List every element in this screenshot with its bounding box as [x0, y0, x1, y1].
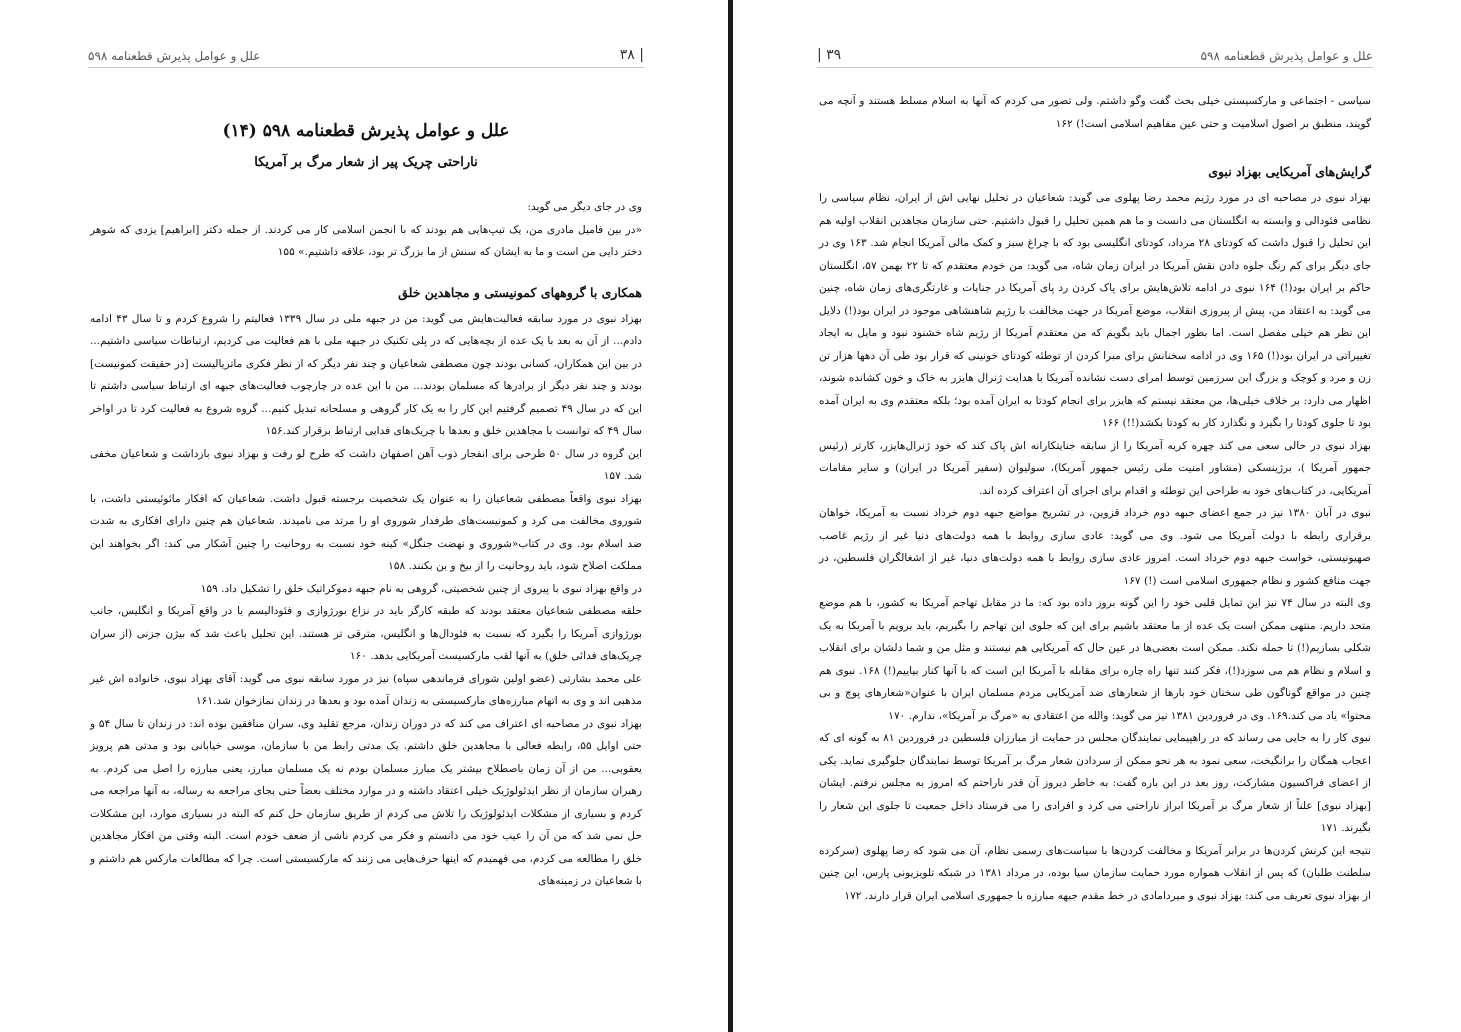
paragraph: بهزاد نبوی در حالی سعی می کند چهره کریه آمریکا را از سابقه جنایتکارانه اش پاک کند که خود ژنرال‌هایزر، کارتر (رئیس جمهور آمریکا )، برژینسکی (مشاور امنیت ملی رئیس جمهور آمریکا)، سولیوان (سفیر آمریکا در ایران) و سایر مقامات آمریکایی، در کتاب‌های خود به طراحی این توطئه و اقدام برای اجرای آن اعتراف کرده اند.	[819, 439, 1371, 497]
section-heading: همکاری با گروههای کمونیستی و مجاهدین خلق	[398, 284, 642, 300]
page-body	[90, 118, 642, 893]
paragraph: در واقع بهزاد نبوی با پیروی از چنین شخصیتی، گروهی به نام جبهه دموکراتیک خلق را تشکیل داد. ۱۵۹	[200, 582, 642, 595]
paragraph: بهزاد نبوی در مصاحبه ای اعتراف می کند که در دوران زندان، مرجع تقلید وی، سران منافقین بوده اند: در زندان تا سال ۵۴ و حتی اوایل ۵۵، رابطه فعالی با مجاهدین خلق داشتم. یک مدتی رابط من با سازمان، موسی خیابانی بود و مدتی هم پرویز یعقوبی... من از آن زمان باصطلاح بیشتر یک مبارز مسلمان بودم نه یک مسلمان مبارز، یعنی مبارزه را اصل می کردم. به رهبران سازمان از نظر ایدئولوژیک خیلی اعتقاد داشته و در موارد مختلف بعضاً حتی بجای مراجعه به رساله، به آنها مراجعه می کردم و بسیاری از مشکلات ایدئولوژیک را تلاش می کردم از طریق سازمان حل کنم که البته در بسیاری موارد، این مشکلات حل نمی شد که من آن را عیب خود می دانستم و فکر می کردم ناشی از ضعف خودم است. البته وقتی من افکار مجاهدین خلق را مطالعه می کردم، می فهمیدم که اینها حرف‌هایی می زنند که مارکسیستی است. چرا که مطالعات مارکس هم داشتم و با شعاعیان در زمینه‌های	[90, 717, 642, 887]
paragraph: نبوی کار را به جایی می رساند که در راهپیمایی نمایندگان مجلس در حمایت از مبارزان فلسطین در فروردین ۸۱ به گونه ای که اعجاب همگان را برانگیخت، سعی نمود به هر نحو ممکن از سردادن شعار مرگ بر آمریکا توسط نمایندگان جلوگیری نماید. یکی از اعضای فراکسیون مشارکت، روز بعد در این باره گفت: به خاطر دیروز آن قدر ناراحتم که امروز به مجلس نرفتم. ایشان [بهزاد نبوی] علناً از شعار مرگ بر آمریکا ابراز ناراحتی می کرد و افرادی را می فرستاد داخل جمعیت تا جلوی این شعار را بگیرند. ۱۷۱	[819, 732, 1371, 834]
chapter-title: علل و عوامل پذیرش قطعنامه ۵۹۸ (۱۴)	[222, 121, 510, 141]
running-title: علل و عوامل پذیرش قطعنامه ۵۹۸	[1200, 49, 1373, 63]
page-number: ۳۸ |	[619, 47, 644, 63]
page-number: | ۳۹	[817, 47, 842, 63]
paragraph: حلقه مصطفی شعاعیان معتقد بودند که طبقه کارگر باید در نزاع بورژوازی و فئودالیسم یا در واقع آمریکا و انگلیس، جانب بورژوازی آمریکا را بگیرد که نسبت به فئودال‌ها و انگلیس، مترقی تر هستند. این تحلیل باعث شد که بیژن جزنی (از سران چریک‌های فدائی خلق) به آنها لقب مارکسیست آمریکایی بدهد. ۱۶۰	[90, 605, 642, 662]
paragraph: این گروه در سال ۵۰ طرحی برای انفجار ذوب آهن اصفهان داشت که طرح لو رفت و بهزاد نبوی بازداشت و شعاعیان مخفی شد. ۱۵۷	[90, 447, 642, 482]
paragraph: وی البته در سال ۷۴ نیز این تمایل قلبی خود را این گونه بروز داده بود که: ما در مقابل تهاجم آمریکا به کشور، با هم موضع متحد داریم. منتهی ممکن است یک عده از ما معتقد باشیم برای این که جلوی این تهاجم را بگیریم، باید برویم با آمریکا به یک شکلی بسازیم(!) تا حمله نکند. ممکن است بعضی‌ها در عین حال که آمریکایی هم نیستند و مثل من و شما دلشان برای انقلاب و اسلام و نظام هم می سوزد(!)، فکر کنند تنها راه چاره برای مقابله با آمریکا این است که با آنها کنار بیاییم(!) ۱۶۸. نبوی هم چنین در مواقع گوناگون طی سخنان خود بارها از شعارهای ضد آمریکایی مردم مسلمان ایران با عنوان«شعارهای پوچ و بی محتوا» یاد می کند.۱۶۹. وی در فروردین ۱۳۸۱ نیز می گوید: والله من اعتقادی به «مرگ بر آمریکا»، ندارم. ۱۷۰	[819, 597, 1371, 722]
book-page-left	[0, 0, 728, 1032]
paragraph: سیاسی - اجتماعی و مارکسیستی خیلی بحث گفت وگو داشتم. ولی تصور می کردم که آنها به اسلام مسلط هستند و آنچه می گویند، منطبق بر اصول اسلامیت و حتی عین مفاهیم اسلامی است!) ۱۶۲	[819, 95, 1371, 130]
paragraph: بهزاد نبوی در مورد سابقه فعالیت‌هایش می گوید: من در جبهه ملی در سال ۱۳۳۹ فعالیتم را شروع کردم و تا سال ۴۳ ادامه دادم... از آن به بعد با یک عده از بچه‌هایی که در پلی تکنیک در جبهه ملی با هم فعالیت می کردیم، ارتباطات سیاسی داشتیم... در بین این همکاران، کسانی بودند چون مصطفی شعاعیان و چند نفر دیگر که از نظر فکری ماتریالیست [در حقیقت کمونیست] بودند و چند نفر دیگر از برادرها که مسلمان بودند... من با این عده در چارچوب فعالیت‌های جبهه ای ارتباط سیاسی داشتم تا این که در سال ۴۹ تصمیم گرفتیم این کار را به یک کار گروهی و مسلحانه تبدیل کنیم... گروه شروع به فعالیت کرد تا در اواخر سال ۴۹ که توانست با مجاهدین خلق و بعدها با چریک‌های فدایی ارتباط برقرار کند.۱۵۶	[90, 312, 643, 437]
paragraph: وی در جای دیگر می گوید:	[527, 201, 642, 213]
paragraph: نبوی در آبان ۱۳۸۰ نیز در جمع اعضای جبهه دوم خرداد قزوین، در تشریح مواضع جبهه دوم خرداد نسبت به آمریکا، خواهان برقراری رابطه با دولت آمریکا می شود. وی می گوید: عادی سازی روابط با همه دولت‌های دنیا غیر از رژیم غاصب صهیونیستی، خواست جبهه دوم خرداد است. امروز عادی سازی روابط با همه دولت‌های دنیا، غیر از اشغالگران فلسطین، در جهت منافع کشور و نظام جمهوری اسلامی است (!) ۱۶۷	[819, 507, 1371, 587]
paragraph: علی محمد بشارتی (عضو اولین شورای فرماندهی سپاه) نیز در مورد سابقه نبوی می گوید: آقای بهزاد نبوی، خانواده اش غیر مذهبی اند و وی به اتهام مبارزه‌های مارکسیستی به زندان آمده بود و بعدها در زندان نمازخوان شد.۱۶۱	[90, 672, 642, 707]
running-header	[88, 43, 644, 68]
paragraph: «در بین فامیل مادری من، یک تیپ‌هایی هم بودند که با انجمن اسلامی کار می کردند. از جمله دکتر [ابراهیم] یزدی که شوهر دختر دایی من است و ما به ایشان که سنش از ما بزرگ تر بود، علاقه داشتیم.» ۱۵۵	[90, 223, 642, 258]
paragraph: بهزاد نبوی در مصاحبه ای در مورد رژیم محمد رضا پهلوی می گوید: شعاعیان در تحلیل نهایی اش از ایران، نظام سیاسی را نظامی فئودالی و وابسته به انگلستان می دانست و ما هم همین تحلیل را قبول داشتیم. حتی سازمان مجاهدین انقلاب اولیه هم این تحلیل را قبول داشت که کودتای ۲۸ مرداد، کودتای انگلیسی بود که با چراغ سبز و کمک مالی آمریکا انجام شد. ۱۶۳ وی در جای دیگر برای کم رنگ جلوه دادن نقش آمریکا در ایران زمان شاه، می گوید: من خودم معتقدم که تا ۲۲ بهمن ۵۷، انگلستان حاکم بر ایران بود(!) ۱۶۴ نبوی در ادامه تلاش‌هایش برای پاک کردن رد پای آمریکا در جنایات و غارتگری‌های زمان شاه، چنین می گوید: به اعتقاد من، پیش از پیروزی انقلاب، موضع آمریکا در جهت مخالفت با رژیم شاهنشاهی موجود در ایران بود(!) دلایل این نظر هم خیلی مفصل است. اما بطور اجمال باید بگویم که من معتقدم آمریکا از رژیم شاه خشنود نبود و مایل به ایجاد تغییراتی در ایران بود(!) ۱۶۵ وی در ادامه سخنانش برای مبرا کردن از توطئه کودتای خونینی که قرار بود طی آن دهها هزار تن زن و مرد و کوچک و بزرگ این سرزمین توسط امرای دست نشانده آمریکا با هدایت ژنرال هایزر به خاک و خون کشانده شوند، اظهار می دارد: بر خلاف خیلی‌ها، من معتقد نیستم که هایزر برای انجام کودتا به ایران آمده بود؛ بلکه معتقدم وی به ایران آمده بود تا جلوی کودتا را بگیرد و نگذارد کار به کودتا بکشد(!!) ۱۶۶	[819, 192, 1371, 429]
paragraph: نتیجه این کرنش کردن‌ها در برابر آمریکا و مخالفت کردن‌ها با سیاست‌های رسمی نظام، آن می شود که رضا پهلوی (سرکرده سلطنت طلبان) که پس از انقلاب همواره مورد حمایت سازمان سیا بوده، در مرداد ۱۳۸۱ در شبکه تلویزیونی پارس، این چنین از بهزاد نبوی تعریف می کند: بهزاد نبوی و میردامادی در خط مقدم جبهه مبارزه با جمهوری اسلامی ایران قرار دارند. ۱۷۲	[819, 844, 1372, 902]
book-page-right	[733, 0, 1461, 1032]
section-heading: گرایش‌های آمریکایی بهزاد نبوی	[1208, 164, 1371, 179]
running-title: علل و عوامل پذیرش قطعنامه ۵۹۸	[88, 49, 261, 63]
running-header	[817, 43, 1373, 68]
page-body	[819, 90, 1371, 907]
paragraph: بهزاد نبوی واقعاً مصطفی شعاعیان را به عنوان یک شخصیت برجسته قبول داشت. شعاعیان که افکار مائوئیستی داشت، با شوروی مخالفت می کرد و کمونیست‌های طرفدار شوروی او را مرتد می نامیدند. شعاعیان هم چنین دارای افکاری به شدت ضد اسلام بود. وی در کتاب«شوروی و نهضت جنگل» کینه خود نسبت به روحانیت را چنین آشکار می کند: اگر بخواهند این مملکت اصلاح شود، باید روحانیت را از بیخ و بن بکنند. ۱۵۸	[90, 492, 643, 572]
chapter-subtitle: ناراحتی چریک پیر از شعار مرگ بر آمریکا	[254, 155, 478, 170]
